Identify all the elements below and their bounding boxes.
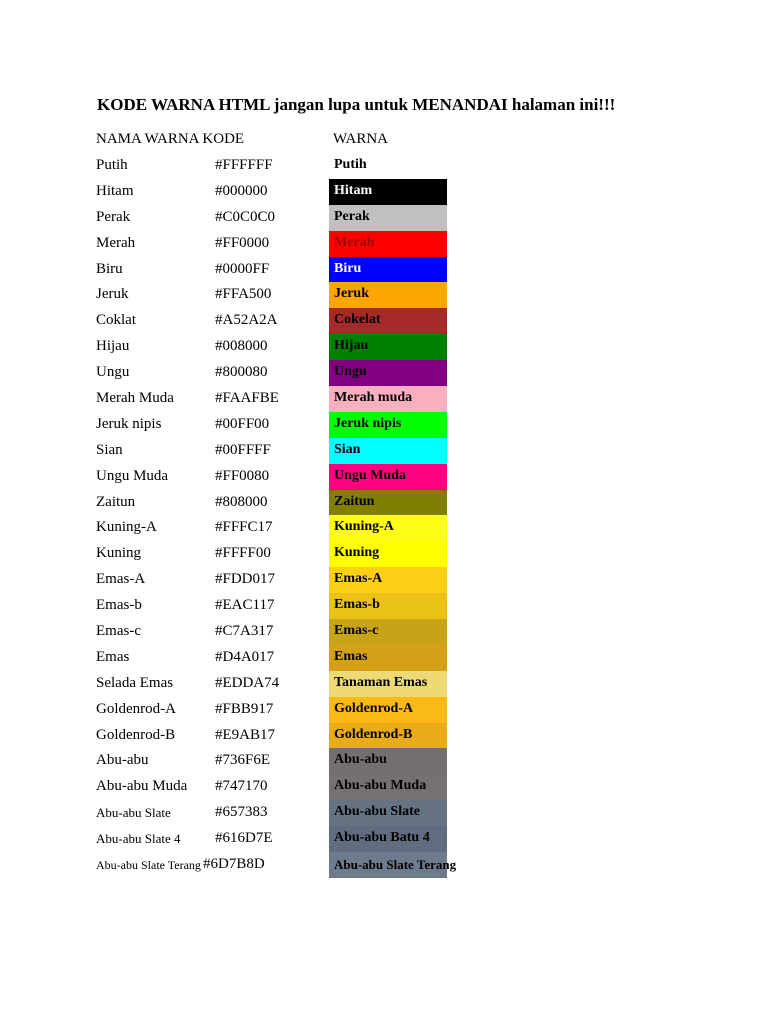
- color-swatch: Hitam: [329, 179, 447, 205]
- color-swatch: Perak: [329, 205, 447, 231]
- color-code: #FFFF00: [215, 545, 271, 562]
- color-code: #00FF00: [215, 415, 270, 432]
- color-name: Emas-c: [96, 623, 141, 640]
- color-name: Emas-A: [96, 571, 146, 588]
- color-name: Ungu: [96, 364, 130, 381]
- color-code: #747170: [215, 778, 268, 795]
- color-swatch: Kuning-A: [329, 515, 447, 541]
- color-name: Merah: [96, 234, 136, 251]
- color-name: Sian: [96, 441, 123, 458]
- color-swatch: Abu-abu Batu 4: [329, 826, 447, 852]
- color-name: Putih: [96, 157, 128, 173]
- table-row: [0, 723, 768, 749]
- header-name-code: NAMA WARNA KODE: [96, 131, 245, 147]
- color-swatch: Kuning: [329, 541, 447, 567]
- color-code: #008000: [215, 338, 268, 355]
- color-swatch: Ungu Muda: [329, 464, 447, 490]
- color-code: #EDDA74: [215, 674, 280, 691]
- color-swatch: Zaitun: [329, 490, 447, 516]
- color-name: Ungu Muda: [96, 467, 169, 484]
- color-name: Abu-abu Slate 4: [96, 831, 181, 847]
- color-code: #6D7B8D: [203, 856, 265, 873]
- color-name: Biru: [96, 260, 123, 277]
- color-table: [0, 153, 768, 878]
- color-code: #808000: [215, 493, 268, 510]
- table-row: [0, 334, 768, 360]
- color-code: #FBB917: [215, 700, 274, 717]
- color-swatch: Goldenrod-A: [329, 697, 447, 723]
- color-swatch: Ungu: [329, 360, 447, 386]
- page-title: KODE WARNA HTML jangan lupa untuk MENANDAI halaman ini!!!: [97, 95, 616, 114]
- color-code: #FF0080: [215, 467, 270, 484]
- color-code: #000000: [215, 182, 268, 199]
- color-code: #C7A317: [215, 623, 274, 640]
- color-code: #657383: [215, 804, 268, 821]
- color-name: Jeruk nipis: [96, 415, 162, 432]
- color-name: Goldenrod-B: [96, 726, 176, 743]
- table-row: [0, 257, 768, 283]
- color-name: Abu-abu Slate: [96, 805, 171, 821]
- color-swatch: Merah: [329, 231, 447, 257]
- color-swatch: Abu-abu: [329, 748, 447, 774]
- table-row: [0, 386, 768, 412]
- color-code: #800080: [215, 364, 268, 381]
- color-code: #FAAFBE: [215, 390, 279, 407]
- color-name: Selada Emas: [96, 674, 174, 691]
- color-name: Goldenrod-A: [96, 700, 176, 717]
- color-name: Emas: [96, 648, 130, 665]
- table-row: [0, 464, 768, 490]
- color-swatch: Abu-abu Slate: [329, 800, 447, 826]
- color-code: #D4A017: [215, 648, 275, 665]
- table-row: [0, 153, 768, 179]
- color-swatch: Cokelat: [329, 308, 447, 334]
- color-code: #EAC117: [215, 597, 275, 614]
- color-name: Merah Muda: [96, 390, 174, 407]
- color-name: Hitam: [96, 182, 134, 199]
- color-swatch: Biru: [329, 257, 447, 283]
- table-row: [0, 593, 768, 619]
- table-row: [0, 567, 768, 593]
- header-color: WARNA: [333, 131, 388, 147]
- color-code: #00FFFF: [215, 441, 271, 458]
- color-name: Kuning: [96, 545, 141, 562]
- color-swatch: Abu-abu Slate Terang: [329, 852, 447, 878]
- table-row: [0, 282, 768, 308]
- color-name: Kuning-A: [96, 519, 157, 536]
- table-row: [0, 438, 768, 464]
- color-swatch: Emas-A: [329, 567, 447, 593]
- table-row: [0, 800, 768, 826]
- color-name: Abu-abu Muda: [96, 778, 188, 795]
- color-name: Perak: [96, 208, 131, 225]
- color-code: #FFA500: [215, 286, 272, 303]
- color-name: Abu-abu: [96, 752, 149, 769]
- table-row: [0, 412, 768, 438]
- color-code: #FF0000: [215, 234, 270, 251]
- color-code: #FFFC17: [215, 519, 273, 536]
- color-code: #0000FF: [215, 260, 270, 277]
- color-name: Zaitun: [96, 493, 136, 510]
- color-swatch: Sian: [329, 438, 447, 464]
- color-name: Abu-abu Slate Terang: [96, 858, 201, 873]
- table-row: [0, 697, 768, 723]
- table-row: [0, 515, 768, 541]
- color-swatch: Emas-c: [329, 619, 447, 645]
- table-row: [0, 360, 768, 386]
- table-row: [0, 619, 768, 645]
- table-row: [0, 541, 768, 567]
- color-swatch: Tanaman Emas: [329, 671, 447, 697]
- table-row: [0, 490, 768, 516]
- color-swatch: Emas-b: [329, 593, 447, 619]
- color-code: #E9AB17: [215, 726, 275, 743]
- table-row: [0, 671, 768, 697]
- color-code: #FDD017: [215, 571, 276, 588]
- color-code: #C0C0C0: [215, 208, 276, 225]
- table-row: [0, 231, 768, 257]
- color-swatch: Emas: [329, 645, 447, 671]
- color-swatch: Goldenrod-B: [329, 723, 447, 749]
- color-swatch: Abu-abu Muda: [329, 774, 447, 800]
- table-row: [0, 205, 768, 231]
- color-swatch: Jeruk: [329, 282, 447, 308]
- color-swatch: Jeruk nipis: [329, 412, 447, 438]
- table-row: [0, 852, 768, 878]
- table-header: [0, 131, 768, 151]
- table-row: [0, 774, 768, 800]
- color-code: #A52A2A: [215, 312, 278, 329]
- color-swatch: Hijau: [329, 334, 447, 360]
- table-row: [0, 308, 768, 334]
- table-row: [0, 645, 768, 671]
- table-row: [0, 179, 768, 205]
- color-code: #616D7E: [215, 830, 273, 847]
- table-row: [0, 826, 768, 852]
- table-row: [0, 748, 768, 774]
- color-name: Hijau: [96, 338, 130, 355]
- color-code: #FFFFFF: [215, 157, 273, 173]
- color-swatch: Putih: [329, 153, 447, 179]
- color-code: #736F6E: [215, 752, 271, 769]
- color-name: Jeruk: [96, 286, 129, 303]
- color-name: Emas-b: [96, 597, 142, 614]
- color-swatch: Merah muda: [329, 386, 447, 412]
- color-name: Coklat: [96, 312, 136, 329]
